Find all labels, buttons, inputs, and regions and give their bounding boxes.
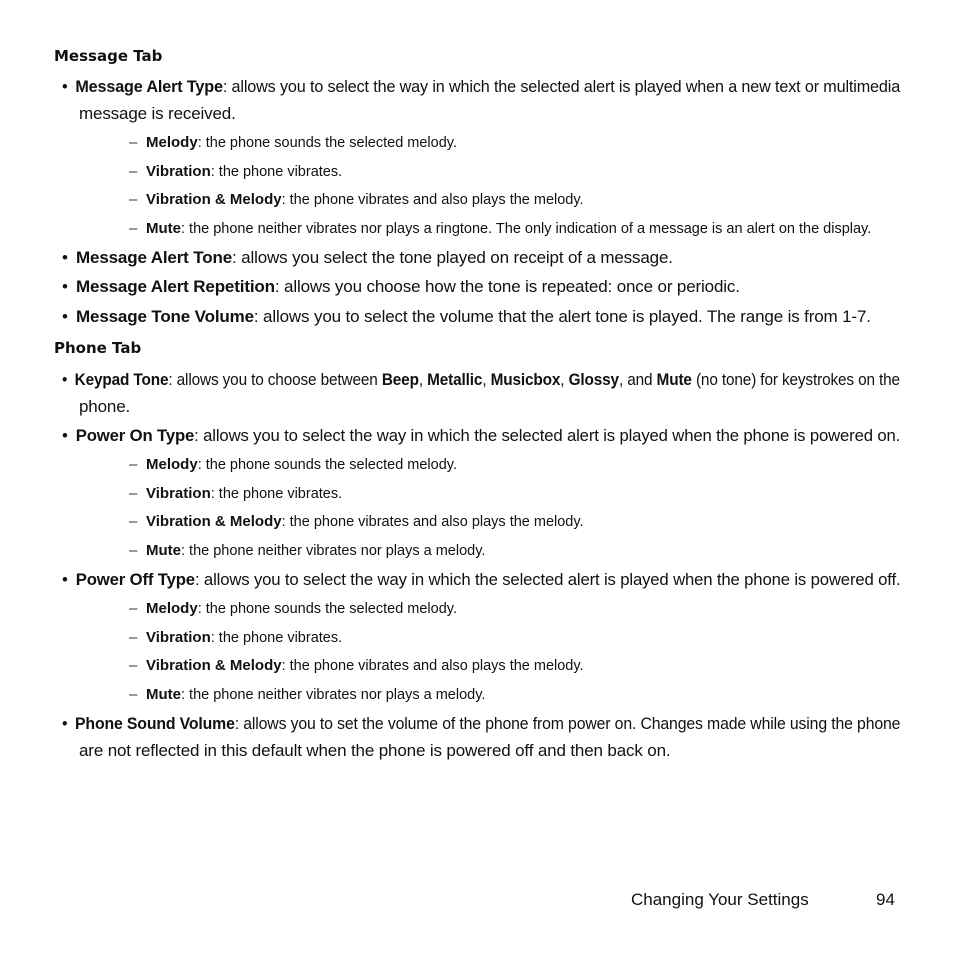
- description: : allows you choose how the tone is repeated: once or periodic.: [274, 277, 740, 296]
- option-musicbox: Musicbox: [490, 370, 561, 389]
- option-mute: Mute: [656, 370, 692, 389]
- dash-icon: –: [129, 485, 138, 502]
- bullet-icon: •: [62, 370, 68, 389]
- option-glossy: Glossy: [568, 370, 619, 389]
- term: Phone Sound Volume: [75, 714, 235, 733]
- dash-icon: –: [129, 191, 138, 208]
- option-term: Vibration & Melody: [146, 657, 282, 674]
- phone-sound-volume-continuation: are not reflected in this default when the phone is powered off and then back on.: [79, 741, 671, 760]
- alert-option-vibration-melody: [129, 191, 584, 208]
- term: Power Off Type: [75, 570, 195, 589]
- bullet-icon: •: [62, 426, 68, 445]
- message-alert-type-continuation: message is received.: [79, 104, 236, 123]
- separator: ,: [560, 370, 569, 389]
- power-on-option-vibration: [129, 485, 342, 502]
- option-text: : the phone sounds the selected melody.: [197, 457, 457, 473]
- power-on-type-item: [62, 426, 900, 446]
- power-off-option-vibration: [129, 629, 342, 646]
- message-tab-heading: Message Tab: [54, 47, 163, 65]
- bullet-icon: •: [62, 714, 68, 733]
- bullet-icon: •: [62, 248, 68, 267]
- dash-icon: –: [129, 657, 138, 674]
- bullet-icon: •: [62, 307, 68, 326]
- phone-sound-volume-item: [62, 714, 900, 734]
- option-text: : the phone vibrates and also plays the melody.: [281, 192, 584, 208]
- footer-section-title: Changing Your Settings: [631, 890, 809, 909]
- description: : allows you to select the way in which the selected alert is played when the phone is powered off.: [194, 570, 901, 589]
- option-text: : the phone vibrates.: [210, 630, 343, 646]
- option-text: : the phone vibrates and also plays the melody.: [281, 514, 584, 530]
- bullet-icon: •: [62, 77, 68, 96]
- option-term: Vibration & Melody: [146, 191, 282, 208]
- option-text: : the phone vibrates.: [210, 164, 343, 180]
- dash-icon: –: [129, 542, 138, 559]
- description: : allows you to select the volume that the alert tone is played. The range is from 1-7.: [253, 307, 871, 326]
- term: Message Alert Type: [75, 77, 223, 96]
- separator: ,: [482, 370, 491, 389]
- phone-tab-heading: Phone Tab: [54, 339, 142, 357]
- description: : allows you to set the volume of the phone from power on. Changes made while using the phone: [234, 714, 901, 733]
- dash-icon: –: [129, 513, 138, 530]
- description: : allows you to select the way in which the selected alert is played when a new text or multimedia: [222, 77, 901, 96]
- bullet-icon: •: [62, 277, 68, 296]
- option-metallic: Metallic: [427, 370, 483, 389]
- bullet-icon: •: [62, 570, 68, 589]
- option-text: : the phone neither vibrates nor plays a melody.: [181, 543, 486, 559]
- power-off-type-item: [62, 570, 900, 590]
- description: : allows you select the tone played on receipt of a message.: [232, 248, 673, 267]
- dash-icon: –: [129, 456, 138, 473]
- option-term: Vibration: [146, 485, 211, 502]
- separator: , and: [618, 370, 657, 389]
- dash-icon: –: [129, 686, 138, 703]
- power-on-option-melody: [129, 456, 457, 473]
- option-term: Vibration & Melody: [146, 513, 282, 530]
- description-end: (no tone) for keystrokes on the: [691, 370, 900, 389]
- option-term: Mute: [146, 686, 181, 703]
- option-text: : the phone sounds the selected melody.: [197, 601, 457, 617]
- alert-option-mute: [129, 220, 871, 237]
- option-text: : the phone vibrates and also plays the melody.: [281, 658, 584, 674]
- dash-icon: –: [129, 600, 138, 617]
- option-term: Vibration: [146, 163, 211, 180]
- power-off-option-mute: [129, 686, 485, 703]
- option-term: Melody: [146, 600, 198, 617]
- term: Message Alert Repetition: [76, 277, 275, 296]
- option-text: : the phone neither vibrates nor plays a ringtone. The only indication of a message is an alert on the display.: [181, 221, 872, 237]
- term: Message Tone Volume: [76, 307, 254, 326]
- keypad-tone-continuation: phone.: [79, 397, 131, 416]
- option-term: Vibration: [146, 629, 211, 646]
- dash-icon: –: [129, 163, 138, 180]
- dash-icon: –: [129, 134, 138, 151]
- alert-option-vibration: [129, 163, 342, 180]
- option-text: : the phone vibrates.: [210, 486, 343, 502]
- message-tone-volume-item: [62, 307, 871, 327]
- page-number: 94: [876, 890, 895, 909]
- term: Power On Type: [75, 426, 195, 445]
- message-alert-tone-item: [62, 248, 673, 268]
- description: : allows you to choose between: [168, 370, 382, 389]
- term: Message Alert Tone: [76, 248, 233, 267]
- dash-icon: –: [129, 220, 138, 237]
- option-term: Melody: [146, 456, 198, 473]
- option-text: : the phone sounds the selected melody.: [197, 135, 457, 151]
- message-alert-type-item: [62, 77, 900, 97]
- separator: ,: [418, 370, 428, 389]
- option-term: Melody: [146, 134, 198, 151]
- option-beep: Beep: [381, 370, 419, 389]
- power-on-option-mute: [129, 542, 485, 559]
- term: Keypad Tone: [74, 370, 169, 389]
- power-on-option-vibration-melody: [129, 513, 584, 530]
- description: : allows you to select the way in which the selected alert is played when the phone is powered on.: [194, 426, 901, 445]
- keypad-tone-item: [62, 370, 900, 390]
- option-text: : the phone neither vibrates nor plays a melody.: [181, 687, 486, 703]
- option-term: Mute: [146, 542, 181, 559]
- message-alert-repetition-item: [62, 277, 740, 297]
- option-term: Mute: [146, 220, 181, 237]
- power-off-option-vibration-melody: [129, 657, 584, 674]
- alert-option-melody: [129, 134, 457, 151]
- dash-icon: –: [129, 629, 138, 646]
- power-off-option-melody: [129, 600, 457, 617]
